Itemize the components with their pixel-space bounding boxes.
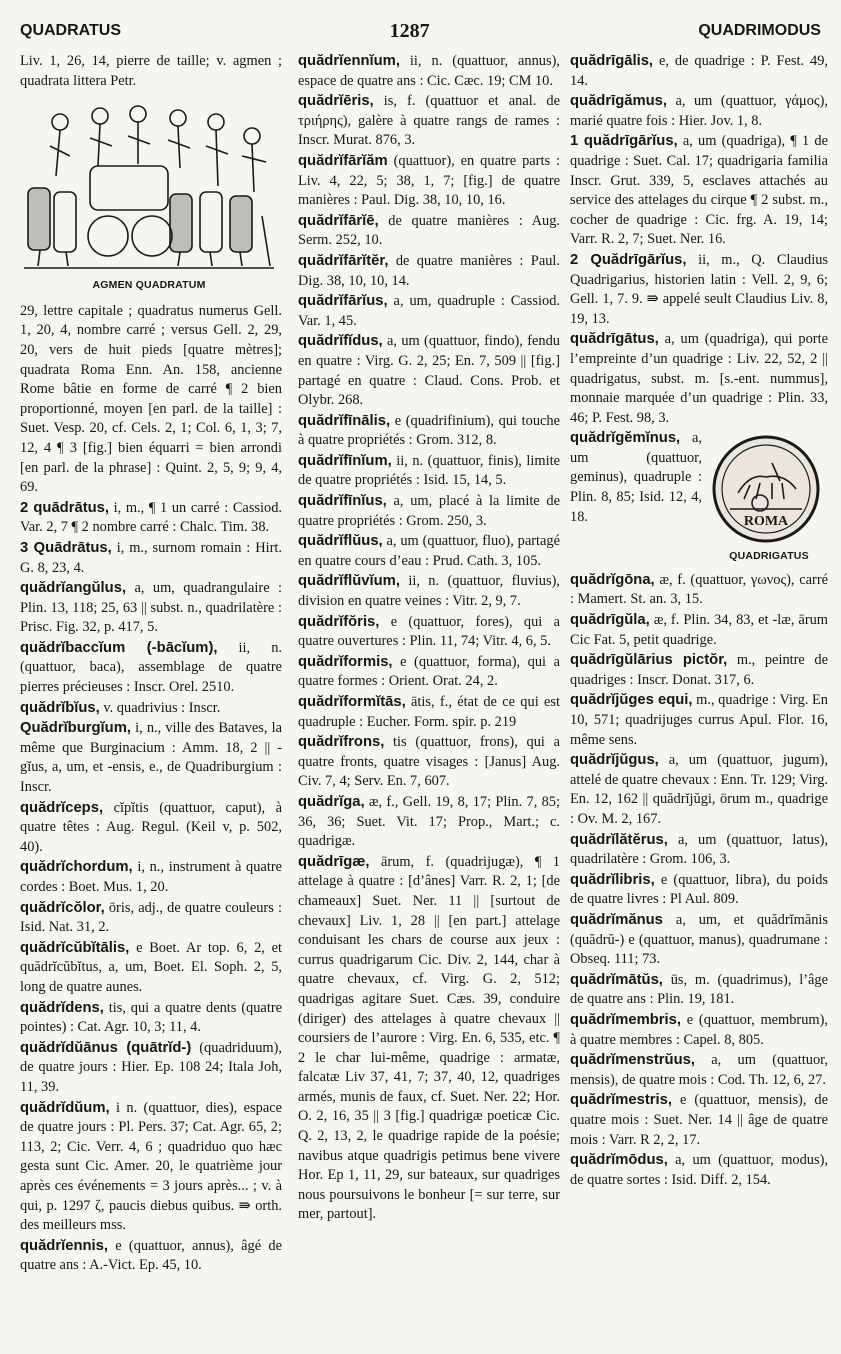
dictionary-entry [20, 1099, 282, 1236]
entry-text: a, um (quattuor, findo), fendu en quatre : Virg. G. 2, 25; En. 7, 509 || [fig.] partagé en quatre : Claud. Cons. Prob. et Olybr. 268. [298, 333, 560, 409]
entry-headword: quădrĭmātŭs, [570, 971, 663, 988]
dictionary-entry [570, 1011, 828, 1050]
dictionary-entry [298, 492, 560, 531]
entry-text: ātis, f., état de ce qui est quadruple : Eucher. Form. spir. p. 219 [298, 694, 560, 730]
entry-headword: 2 quādrātus, [20, 499, 110, 516]
entry-text: ūs, m. (quadrimus), l’âge de quatre ans : Plin. 19, 181. [570, 971, 828, 1008]
dictionary-entry [570, 132, 828, 250]
coin-legend: ROMA [743, 514, 789, 530]
entry-headword: quădrĭdens, [20, 999, 104, 1016]
entry-text: is, f. (quattuor et anal. de τριήρης), galère à quatre rangs de rames : Inscr. Murat. 876, 3. [298, 93, 560, 149]
dictionary-entry [298, 532, 560, 571]
entry-text: e (quattuor, libra), du poids de quatre livres : Pl Aul. 809. [570, 871, 828, 908]
entry-text: a, um (quattuor, fluo), partagé en quatre cours d’eau : Prud. Cath. 3, 105. [298, 533, 560, 569]
column-3 [570, 52, 828, 1344]
dictionary-entry [298, 152, 560, 211]
entry-text: e (quattuor, membrum), à quatre membres : Capel. 8, 805. [570, 1011, 828, 1048]
dictionary-entry [20, 939, 282, 998]
entry-headword: quădrĭga, [298, 793, 365, 810]
dictionary-entry [570, 1091, 828, 1150]
dictionary-entry [298, 52, 560, 91]
dictionary-entry [570, 911, 828, 970]
entry-headword: quădrĭformĭtās, [298, 694, 406, 710]
agmen-quadratum-figure [20, 96, 278, 296]
entry-text: a, um (quattuor, mensis), de quatre mois : Cod. Th. 12, 6, 27. [570, 1052, 828, 1088]
entry-headword: quădrĭfrons, [298, 734, 385, 751]
entry-text: tis (quattuor, frons), qui a quatre fronts, quatre visages : [Janus] Aug. Civ. 7, 4; Serv. En. 7, 607. [298, 734, 560, 790]
dictionary-entry [570, 1051, 828, 1090]
dictionary-entry [298, 452, 560, 491]
entry-text: de quatre manières : Paul. Dig. 38, 10, 10, 14. [298, 252, 560, 289]
entry-headword: Quădrĭburgĭum, [20, 720, 131, 737]
entry-headword: quădrĭdŭum, [20, 1099, 110, 1116]
entry-headword: quădrĭfārĭē, [298, 212, 379, 229]
entry-text: a, um (quattuor, γάμος), marié quatre fois : Hier. Jov. 1, 8. [570, 93, 828, 129]
entry-text: a, um (quadriga), qui porte l’empreinte d’un quadrige : Liv. 22, 52, 2 || quadrigatus, subst. m. [s.-ent. nummus], monnaie marquée d’un quadrige : Plin. 33, 46; P. Fest. 98, 3. [570, 331, 828, 426]
column-2 [298, 52, 560, 1344]
entry-text: a, um, placé à la limite de quatre propriétés : Grom. 250, 3. [298, 493, 560, 529]
entry-text: a, um, et quădrĭmănis (quădrŭ-) e (quattuor, manus), quadrumane : Obseq. 111; 73. [570, 911, 828, 968]
entry-headword: quădrĭgōna, [570, 571, 655, 588]
entry-text: æ, f. (quattuor, γωνος), carré : Mamert. St. an. 3, 15. [570, 571, 828, 608]
dictionary-entry [570, 571, 828, 610]
dictionary-entry [570, 971, 828, 1010]
dictionary-entry [570, 651, 828, 690]
entry-text: i n. (quattuor, dies), espace de quatre jours : Pl. Pers. 37; Cat. Agr. 65, 2; 113, 2; Cic. Verr. 4, 6 ; quadriduo quo hæc gesta sunt Cic. Amer. 20, le quatrième jour après ces événements = 3 jours après... ; v. à qui, p. 1297 ζ, paucis diebus quibus. ⇛ orth. des meilleurs mss. [20, 1099, 282, 1234]
entry-headword: quădrĭflŭvĭum, [298, 573, 400, 590]
dictionary-entry [298, 292, 560, 331]
entry-headword: quădrĭchordum, [20, 859, 133, 876]
dictionary-entry [570, 92, 828, 131]
coin-illustration [710, 433, 822, 545]
entry-text: a, um (quattuor, jugum), attelé de quatre chevaux : Enn. Tr. 129; Virg. En. 12, 162 || quădrĭjŭgi, ōrum m., quadrige : Ov. M. 2, 167. [570, 752, 828, 827]
header-right-guide-word: QUADRIMODUS [698, 22, 821, 39]
dictionary-entry [298, 693, 560, 732]
entry-text: æ, f., Gell. 19, 8, 17; Plin. 7, 85; 36, 36; Suet. Vit. 17; Prop., Mart.; c. quadrigæ. [298, 793, 560, 850]
entry-headword: quădrīgātus, [570, 331, 659, 348]
entry-headword: quădrĭcŏlor, [20, 899, 105, 916]
dictionary-entry [570, 691, 828, 750]
entry-text: e (quattuor, mensis), de quatre mois : Suet. Ner. 14 || âge de quatre mois : Varr. R 2, 2, 17. [570, 1092, 828, 1148]
entry-text: ii, m., Q. Claudius Quadrigarius, historien latin : Vell. 2, 9, 6; Gell. 1, 7. 9. ⇛ appelé seult Claudius Liv. 8, 19, 13. [570, 251, 828, 327]
entry-headword: quădrĭēris, [298, 93, 374, 110]
entry-text: v. quadrivius : Inscr. [99, 699, 221, 716]
entry-headword: 2 Quădrīgārĭus, [570, 251, 687, 268]
entry-headword: quădrĭbaccĭum (-bācĭum), [20, 639, 218, 656]
entry-text: a, um (quattuor, latus), quadrilatère : Grom. 106, 3. [570, 831, 828, 868]
dictionary-entry [298, 653, 560, 692]
dictionary-entry [20, 1237, 282, 1276]
entry-headword: quădrīgămus, [570, 93, 668, 110]
entry-headword: quădrĭlătĕrus, [570, 831, 668, 848]
entry-text: i, n., ville des Bataves, la même que Burginacium : Amm. 18, 2 || -gĭus, a, um, et -ensis, e., de Quadriburgium : Inscr. [20, 720, 282, 796]
entry-headword: quădrĭjŭges equi, [570, 692, 693, 709]
agmen-illustration [20, 96, 278, 274]
dictionary-entry [20, 499, 282, 538]
entry-headword: quădrĭmănus [570, 911, 663, 928]
entry-text: e (quattuor, annus), âgé de quatre ans : A.-Vict. Ep. 45, 10. [20, 1237, 282, 1274]
dictionary-entry [570, 52, 828, 91]
entry-text: ii, n. (quattuor, finis), limite de quatre propriétés : Isid. 15, 14, 5. [298, 452, 560, 489]
header-left-guide-word: QUADRATUS [20, 22, 122, 39]
entry-text: ii, n. (quattuor, annus), espace de quatre ans : Cic. Cæc. 19; CM 10. [298, 53, 560, 89]
entry-headword: quădrĭflŭus, [298, 533, 383, 550]
entry-headword: quădrīgŭlārius pictŏr, [570, 652, 728, 669]
entry-headword: quădrĭcŭbĭtālis, [20, 939, 130, 956]
dictionary-entry [20, 539, 282, 578]
entry-text: ii, n. (quattuor, baca), assemblage de quatre pierres précieuses : Inscr. Orel. 2510. [20, 639, 282, 696]
entry-text: a, um (quattuor, modus), de quatre sortes : Isid. Diff. 2, 154. [570, 1152, 828, 1188]
entry-headword: quădrĭennis, [20, 1237, 108, 1254]
dictionary-entry [298, 613, 560, 652]
entry-headword: quădrĭmembris, [570, 1011, 682, 1028]
entry-headword: quădrīgŭla, [570, 612, 650, 629]
entry-text: a, um (quadriga), ¶ 1 de quadrige : Suet. Cal. 17; quadrigaria familia Inscr. Grut. 339, 5, esclaves attachés au service des attelages du cirque ¶ 2 subst. m., cocher de quadrige : Cic. frg. A. 19, 14; Varr. R. 2, 7; Suet. Ner. 16. [570, 133, 828, 248]
dictionary-entry [570, 871, 828, 910]
entry-text: tis, qui a quatre dents (quatre pointes) : Cat. Agr. 10, 3; 11, 4. [20, 999, 282, 1036]
entry-headword: quădrĭfīnĭus, [298, 493, 387, 510]
entry-text: e Boet. Ar top. 6, 2, et quădrĭcŭbĭtus, a, um, Boet. El. Soph. 2, 5, long de quatre aunes. [20, 939, 282, 995]
dictionary-entry [20, 858, 282, 897]
entry-text: i, m., ¶ 1 un carré : Cassiod. Var. 2, 7 ¶ 2 nombre carré : Chalc. Tim. 38. [20, 499, 282, 536]
entry-text: m., peintre de quadriges : Inscr. Donat. 317, 6. [570, 652, 828, 688]
entry-headword: quădrĭbĭus, [20, 699, 100, 716]
entry-headword: 1 quădrīgārĭus, [570, 133, 678, 150]
entry-headword: quădrīgæ, [298, 853, 370, 870]
entry-text: (quattuor), en quatre parts : Liv. 4, 22, 5; 38, 1, 7; [fig.] de quatre manières : Paul. Dig. 38, 10, 10, 16. [298, 152, 560, 209]
entry-text: a, um (quattuor, geminus), quadruple : Plin. 8, 85; Isid. 12, 4, 18. [570, 430, 702, 525]
agmen-caption: AGMEN QUADRATUM [92, 279, 206, 292]
dictionary-entry [570, 611, 828, 650]
entry-text: ōris, adj., de quatre couleurs : Isid. Nat. 31, 2. [20, 899, 282, 936]
entry-headword: quădrĭfārĭăm [298, 152, 388, 169]
page-header [20, 18, 821, 44]
entry-headword: 3 Quādrātus, [20, 539, 112, 556]
dictionary-entry [20, 579, 282, 638]
dictionary-entry [20, 799, 282, 858]
entry-headword: quădrĭjŭgus, [570, 752, 659, 769]
dictionary-entry [20, 899, 282, 938]
dictionary-entry [20, 639, 282, 698]
entry-text: e (quattuor, fores), qui a quatre ouvertures : Plin. 11, 74; Vitr. 4, 6, 5. [298, 613, 560, 650]
entry-headword: quădrĭlibris, [570, 871, 655, 888]
dictionary-entry [20, 1039, 282, 1098]
dictionary-entry [298, 412, 560, 451]
dictionary-entry [298, 733, 560, 792]
dictionary-entry [570, 831, 828, 870]
dictionary-entry [570, 751, 828, 829]
entry-text: ii, n. (quattuor, fluvius), division en quatre veines : Vitr. 2, 9, 7. [298, 573, 560, 610]
entry-headword: quădrĭmōdus, [570, 1152, 668, 1169]
entry-headword: quădrĭfĭdus, [298, 333, 383, 350]
entry-text: a, um, quadrangulaire : Plin. 13, 118; 25, 63 || subst. n., quadrilatère : Prisc. Fig. 32, p. 417, 5. [20, 580, 282, 636]
dictionary-entry [570, 330, 828, 428]
dictionary-entry [298, 212, 560, 251]
dictionary-entry [298, 793, 560, 852]
dictionary-entry [298, 252, 560, 291]
quadrigatus-caption: QUADRIGATUS [729, 550, 809, 563]
dictionary-entry [298, 92, 560, 151]
entry-text: e (quattuor, forma), qui a quatre formes : Orient. Orat. 24, 2. [298, 653, 560, 690]
page-number: 1287 [389, 19, 430, 42]
entry-text: i, n., instrument à quatre cordes : Boet. Mus. 1, 20. [20, 859, 282, 895]
dictionary-entry [20, 719, 282, 797]
entry-text: ārum, f. (quadrijugæ), ¶ 1 attelage à quatre : [d’ânes] Varr. R. 2, 1; [de chameaux] Suet. Ner. 11 || [surtout de chevaux] Liv. 1, 28 || [en part.] attelage conduisant les chars de course aux jeux : currus quadrigarum Cic. Div. 2, 144, char à quatre chevaux, cf. Virg. G. 2, 512; quadrigas agitare Suet. Cæs. 39, conduire (diriger) des attelages à quatre chevaux || coursiers de l’aurore : Virg. En. 6, 535, etc. ¶ 2 le char lui-même, quadrige : armatæ, falcatæ Liv 37, 41, 7; 37, 40, 12, quadriges armés, munis de faux, cf. Suet. Ner. 22; Hor. O. 2, 16, 35 || 3 [fig.] quadrigæ poeticæ Cic. Q. 2, 13, 2, le quadrige rapide de la poésie; navibus atque quadrigis petimus bene vivere Hor. Ep 1, 11, 29, sur bateaux, sur quadriges nous poursuivons le bonheur [= sur terre, sur mer, partout]. [298, 853, 560, 1223]
dictionary-entry [298, 332, 560, 410]
entry-headword: quădrĭfīnālis, [298, 412, 391, 429]
entry-headword: quădrĭangŭlus, [20, 580, 127, 597]
dictionary-entry [570, 251, 828, 329]
column-1 [20, 52, 282, 1344]
entry-headword: quădrīgālis, [570, 53, 654, 69]
entry-text: (quadriduum), de quatre jours : Hier. Ep. 108 24; Itala Joh, 11, 39. [20, 1039, 282, 1095]
dictionary-entry [20, 999, 282, 1038]
dictionary-entry [298, 853, 560, 1225]
entry-headword: quădrĭformis, [298, 653, 393, 670]
entry-text: a, um, quadruple : Cassiod. Var. 1, 45. [298, 293, 560, 329]
entry-headword: quădrĭgĕmĭnus, [570, 430, 681, 447]
dictionary-entry [570, 1151, 828, 1190]
quadrigatus-coin-figure [710, 433, 828, 567]
entry-headword: quădrĭdŭānus (quātrĭd-) [20, 1039, 192, 1056]
entry-text: cĭpĭtis (quattuor, caput), à quatre têtes : Aug. Regul. (Keil v, p. 502, 40). [20, 799, 282, 855]
entry-headword: quădrĭfārĭtĕr, [298, 252, 389, 269]
entry-text: de quatre manières : Aug. Serm. 252, 10. [298, 212, 560, 249]
entry-text: 29, lettre capitale ; quadratus numerus Gell. 1, 20, 4, nombre carré ; versus Gell. 2, 29, 20, vers de huit pieds [quatre mètres]; quadrata Roma Enn. An. 158, ancienne Rome bâtie en forme de carré ¶ 2 bien proportionné, moyen [en parl. de la taille] : Suet. Vesp. 20, cf. Cels. 2, 1; Col. 6, 1, 3; 7, 12, 4 ¶ 3 [fig.] bien équarri = bien arrondi [en parl. de la phrase] : Quint. 2, 5, 9; 9, 4, 69. [20, 302, 282, 496]
entry-headword: quădrĭennĭum, [298, 53, 400, 69]
entry-text: e, de quadrige : P. Fest. 49, 14. [570, 53, 828, 89]
entry-text: e (quadrifinium), qui touche à quatre propriétés : Grom. 312, 8. [298, 412, 560, 449]
entry-headword: quădrĭmestris, [570, 1092, 672, 1109]
entry-headword: quădrĭceps, [20, 799, 104, 816]
dictionary-entry [20, 699, 282, 719]
entry-headword: quădrĭfārĭus, [298, 293, 388, 310]
dictionary-entry [298, 572, 560, 611]
entry-headword: quădrĭfīnĭum, [298, 452, 392, 469]
entry-text: æ, f. Plin. 34, 83, et -læ, ārum Cic Fat. 5, petit quadrige. [570, 612, 828, 648]
entry-headword: quădrĭfŏris, [298, 613, 380, 630]
entry-text: i, m., surnom romain : Hirt. G. 8, 23, 4. [20, 539, 282, 576]
dictionary-entry [20, 52, 282, 91]
entry-headword: quădrĭmenstrŭus, [570, 1052, 695, 1069]
entry-text: Liv. 1, 26, 14, pierre de taille; v. agmen ; quadrata littera Petr. [20, 53, 282, 89]
entry-text: m., quadrige : Virg. En 10, 571; quadrijuges currus Apul. Flor. 16, même sens. [570, 692, 828, 748]
